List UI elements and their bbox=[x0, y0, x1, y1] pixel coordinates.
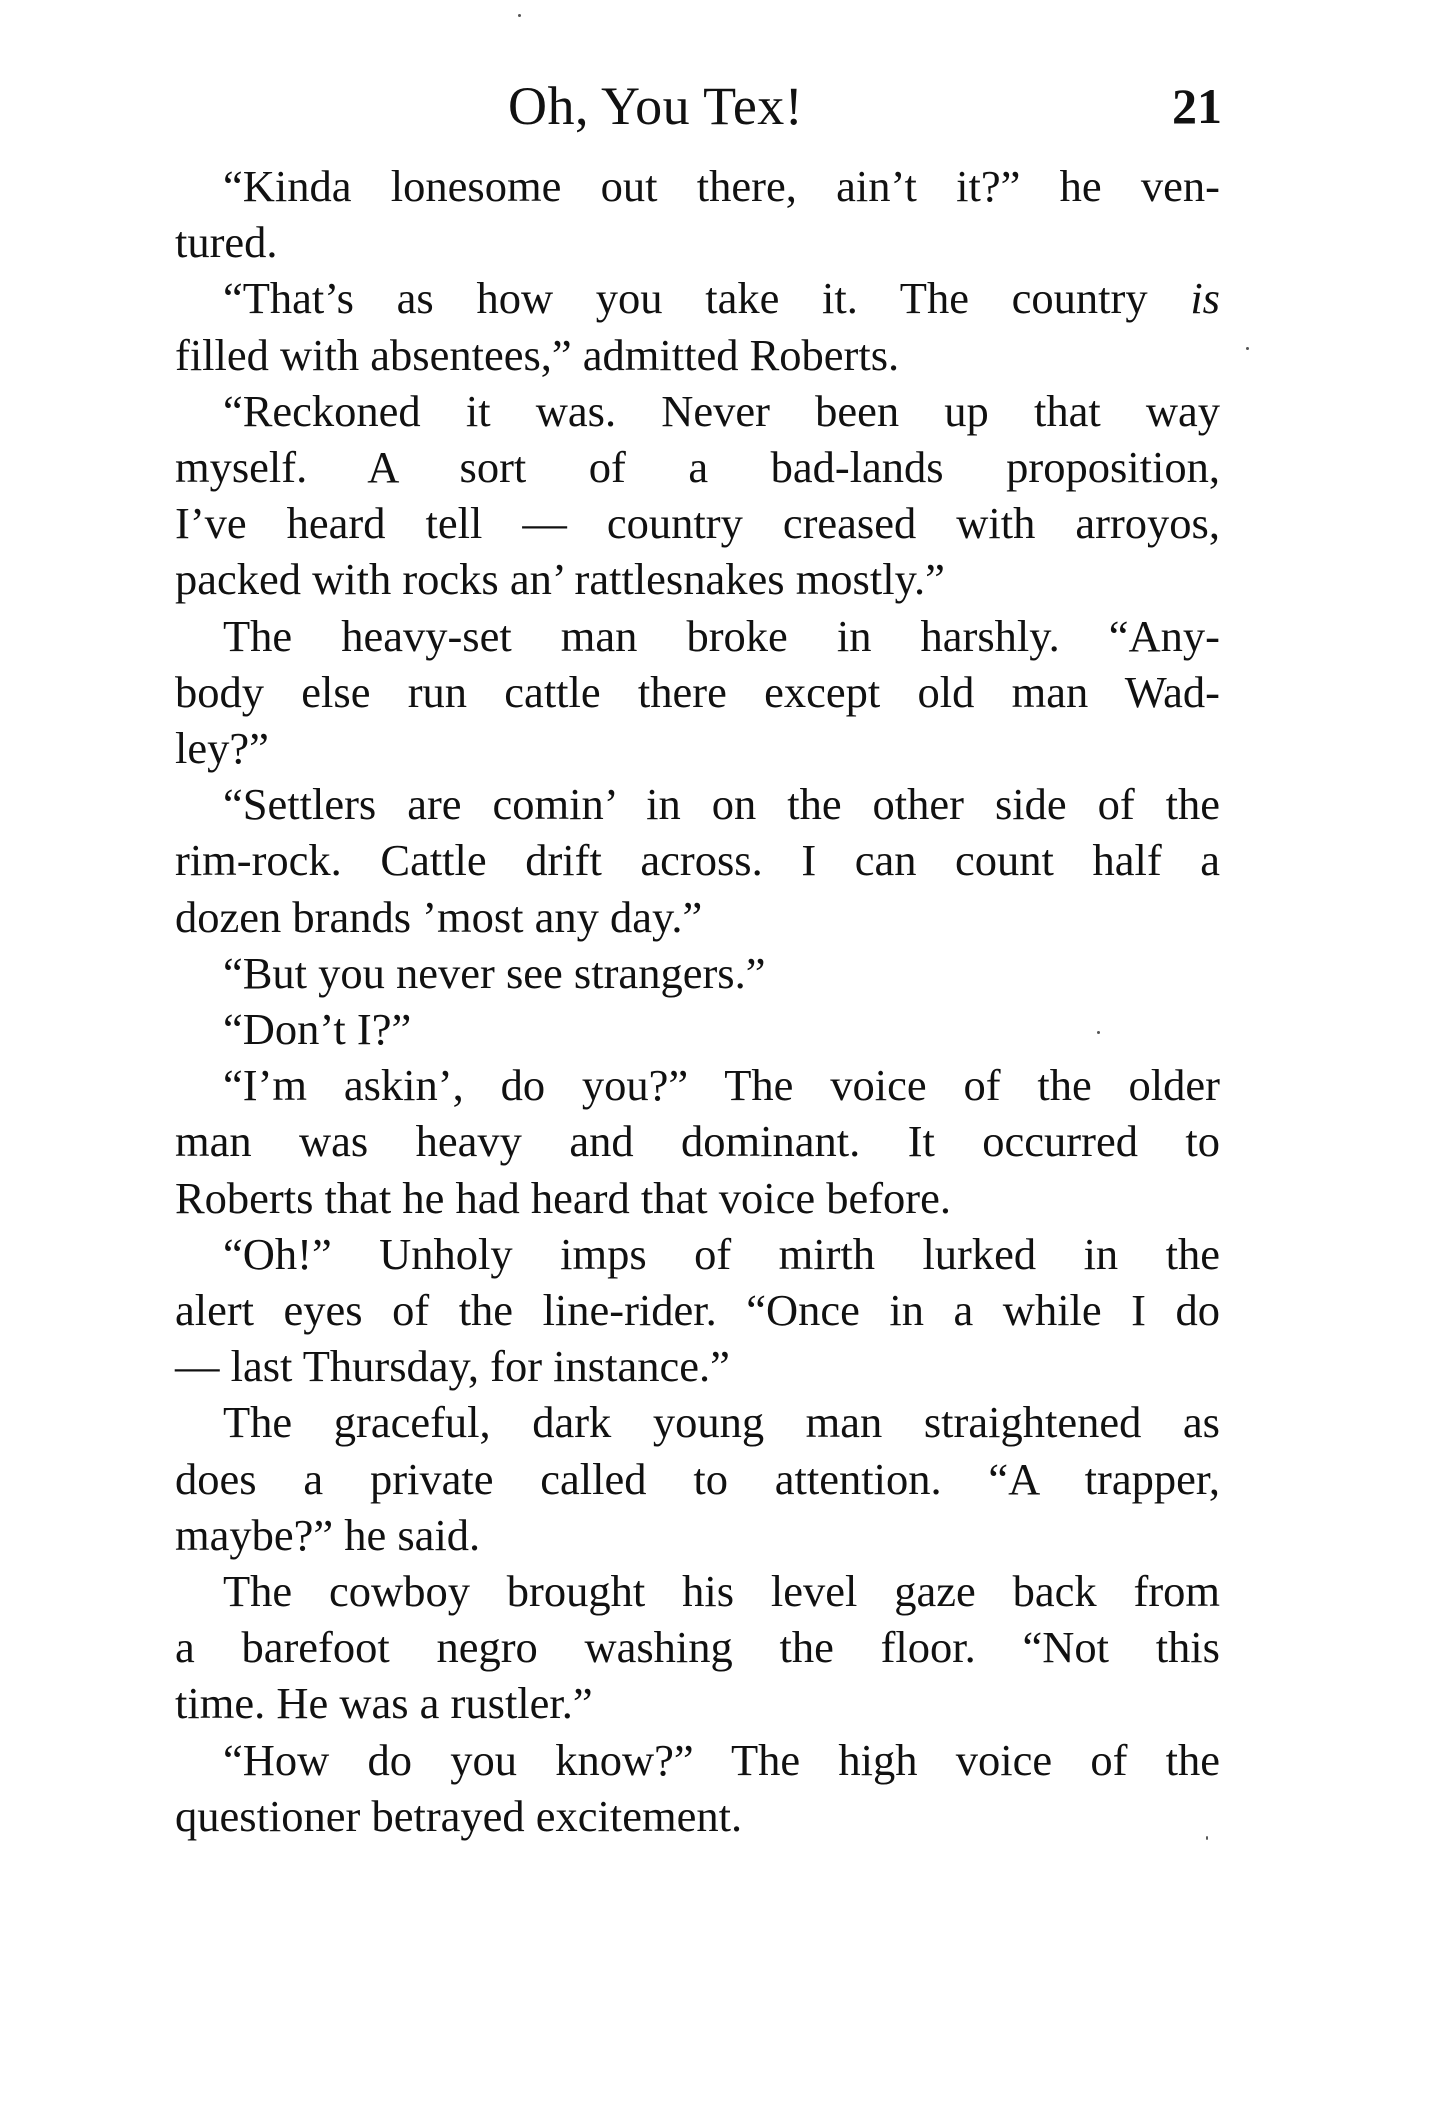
text-line: dozen brands ’most any day.” bbox=[175, 891, 703, 942]
text-line: alert eyes of the line-rider. “Once in a while I do bbox=[175, 1285, 1220, 1336]
text-line: “Reckoned it was. Never been up that way bbox=[223, 385, 1220, 436]
text-line: The cowboy brought his level gaze back from bbox=[223, 1566, 1220, 1617]
paragraph bbox=[175, 1057, 1220, 1226]
text-line: “How do you know?” The high voice of the bbox=[223, 1734, 1220, 1785]
paragraph bbox=[175, 1732, 1220, 1844]
text-line: “That’s as how you take it. The country is bbox=[223, 273, 1220, 324]
print-speck bbox=[1206, 1836, 1208, 1840]
text-line: myself. A sort of a bad-lands proposition, bbox=[175, 442, 1220, 493]
text-line: ley?” bbox=[175, 723, 269, 774]
text-line: does a private called to attention. “A trapper, bbox=[175, 1453, 1220, 1504]
page-header bbox=[178, 60, 1222, 150]
paragraph bbox=[175, 1001, 1220, 1057]
paragraph bbox=[175, 158, 1220, 270]
text-line: “Oh!” Unholy imps of mirth lurked in the bbox=[223, 1228, 1220, 1279]
text-line: body else run cattle there except old man Wad- bbox=[175, 666, 1220, 717]
text-line: I’ve heard tell — country creased with arroyos, bbox=[175, 498, 1220, 549]
paragraph bbox=[175, 270, 1220, 382]
page-number: 21 bbox=[1172, 78, 1222, 134]
text-line: The graceful, dark young man straightened as bbox=[223, 1397, 1220, 1448]
paragraph bbox=[175, 1226, 1220, 1395]
text-line: rim-rock. Cattle drift across. I can count half a bbox=[175, 835, 1220, 886]
text-line: questioner betrayed excitement. bbox=[175, 1790, 743, 1841]
print-speck bbox=[1246, 347, 1249, 350]
paragraph bbox=[175, 1563, 1220, 1732]
print-speck bbox=[518, 14, 521, 17]
text-line: “Kinda lonesome out there, ain’t it?” he ven- bbox=[223, 161, 1220, 211]
text-line: The heavy-set man broke in harshly. “Any- bbox=[223, 610, 1220, 661]
text-line: man was heavy and dominant. It occurred to bbox=[175, 1116, 1220, 1167]
text-line: tured. bbox=[175, 217, 278, 268]
text-line: packed with rocks an’ rattlesnakes mostly.” bbox=[175, 554, 945, 605]
paragraph bbox=[175, 608, 1220, 777]
body-text bbox=[175, 158, 1220, 1844]
emphasis: is bbox=[1190, 273, 1220, 324]
paragraph bbox=[175, 1394, 1220, 1563]
text-line: “Settlers are comin’ in on the other side of the bbox=[223, 779, 1220, 830]
print-speck bbox=[1097, 1031, 1100, 1034]
paragraph bbox=[175, 945, 1220, 1001]
text-line: filled with absentees,” admitted Roberts. bbox=[175, 329, 900, 380]
text-line: a barefoot negro washing the floor. “Not this bbox=[175, 1622, 1220, 1673]
text-line: “I’m askin’, do you?” The voice of the older bbox=[223, 1060, 1220, 1111]
text-line: Roberts that he had heard that voice before. bbox=[175, 1172, 951, 1223]
text-line: — last Thursday, for instance.” bbox=[175, 1341, 730, 1392]
text-line: “But you never see strangers.” bbox=[223, 947, 766, 998]
paragraph bbox=[175, 383, 1220, 608]
text-line: time. He was a rustler.” bbox=[175, 1678, 593, 1729]
paragraph bbox=[175, 776, 1220, 945]
running-title: Oh, You Tex! bbox=[508, 76, 804, 136]
text-line: “Don’t I?” bbox=[223, 1004, 412, 1055]
text-line: maybe?” he said. bbox=[175, 1509, 481, 1560]
